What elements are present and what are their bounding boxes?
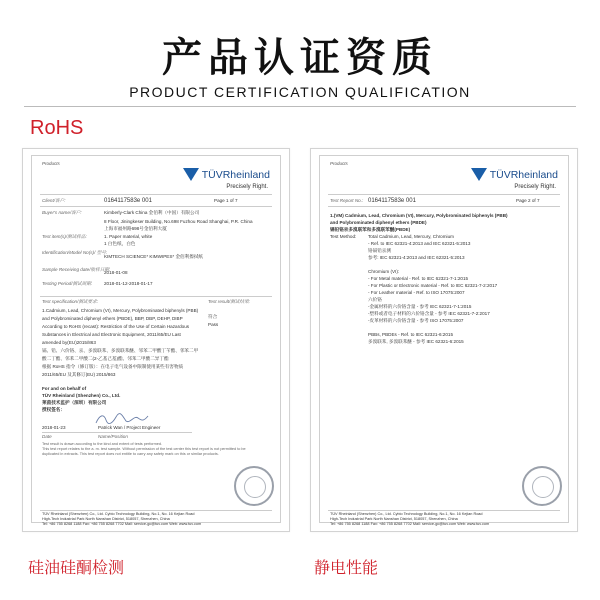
method-line: Chromium (VI): — [368, 269, 400, 274]
tuv-triangle-icon — [183, 168, 199, 181]
spec-line: amended by(EU)2015/863 — [42, 340, 96, 345]
section-heading-cn: 镉铅铬汞多溴联苯和多溴联苯醚(PBDE) — [330, 227, 411, 232]
certificate-page-1 — [22, 148, 290, 532]
tuv-logo — [471, 168, 558, 181]
footnote: duplicated in extracts. This test report does not entitle to carry any safety mark on this or similar products. — [42, 452, 219, 456]
divider — [40, 510, 272, 511]
certificate-page-2 — [310, 148, 578, 532]
brand-tagline: Precisely Right. — [514, 184, 556, 190]
name-position-label: Name/Position — [98, 434, 128, 439]
method-line: - For Leather material - Ref. to ISO 17075:2007 — [368, 290, 465, 295]
method-line: 铬镉铅汞测 — [368, 248, 391, 253]
caption-left: 硅油硅酮检测 — [28, 558, 125, 577]
sample-date-label: Sample Receiving date/收样日期: — [42, 267, 111, 272]
buyer-label: Buyer's name/客户: — [42, 210, 82, 215]
item-label: Test item(s)/测试样品: — [42, 234, 87, 239]
caption-right: 静电性能 — [314, 558, 379, 577]
method-line: 参考: IEC 62321-4:2013 and IEC 62321-5:2013 — [368, 255, 465, 260]
tuv-triangle-icon — [471, 168, 487, 181]
tuv-logo — [183, 168, 270, 181]
identification-value: KIMTECH SCIENCE* KIMWIPES* 金佰利擦拭纸 — [104, 254, 204, 259]
footer-line: High-Tech Industrial Park North Nanshan District, 518057, Shenzhen, China — [330, 517, 458, 521]
section-heading: and Polybrominated diphenyl ethers (PBDE) — [330, 220, 427, 225]
behalf-line: For and on behalf of — [42, 386, 87, 391]
buyer-address: 8 Floor, Jiningkeser Building, No.698 Fuzhou Road Shanghai, P.R. China — [104, 219, 253, 224]
seal-icon — [522, 466, 562, 506]
testing-period-value: 2018-01-12-2018-01-17 — [104, 281, 153, 286]
divider — [40, 206, 272, 207]
spec-line: 酸二丁酯、邻苯二甲酸二(2-乙基己基)酯、邻苯二甲酸二异丁酯 — [42, 356, 169, 361]
result-label: Test result/测试结果: — [208, 299, 250, 304]
spec-line: 2011/65/EU 及其修订(EU) 2015/863 — [42, 372, 116, 377]
page-tag: Products — [42, 161, 60, 166]
page-tag: Products — [330, 161, 348, 166]
signer-name: Patrick Wan / Project Engineer — [98, 425, 161, 430]
seal-icon — [234, 466, 274, 506]
divider — [328, 206, 560, 207]
footer-line: Tel: +86 755 8268 1188 Fax: +86 755 8268 7702 Mail: service-gc@tuv.com Web: www.tuv.com — [42, 522, 202, 526]
footer-line: Tel: +86 755 8268 1188 Fax: +86 755 8268 7702 Mail: service-gc@tuv.com Web: www.tuv.com — [330, 522, 490, 526]
signature — [94, 412, 150, 426]
method-line: -塑料或者电子材料的六价铬含量 - 参考 IEC 62321-7-2:2017 — [368, 311, 490, 316]
spec-line: 1.Cadmium, Lead, Chromium (VI), Mercury, Polybrominated biphenyls (PBB) — [42, 308, 199, 313]
method-line: -皮革材料的六价铬含量 - 参考 ISO 17075:2007 — [368, 318, 464, 323]
client-value: 0164117583e 001 — [104, 198, 152, 204]
brand-tagline: Precisely Right. — [226, 184, 268, 190]
method-line: 多溴联苯, 多溴联苯醚 - 参考 IEC 62321-6:2015 — [368, 339, 464, 344]
spec-label: Test specification/测试要求: — [42, 299, 98, 304]
divider — [328, 194, 560, 195]
item-value-cn: 1 白色纸，白色 — [104, 241, 136, 246]
behalf-line: 莱茵技术监护（深圳）有限公司 — [42, 400, 107, 405]
footnote: This test report relates to the a. m. test sample. Without permission of the test center this test report is not permitted to be — [42, 447, 246, 451]
brand-name: TÜVRheinland — [489, 168, 558, 181]
identification-label: Identification/Model No(s)/ 型号: — [42, 250, 108, 255]
spec-line: 根据 RoHS 指令（修订版）：在电子电气设备中限制使用某些有害物质 — [42, 364, 184, 369]
spec-line: 镉、铅、六价铬、汞、多溴联苯、多溴联苯醚、邻苯二甲酸丁苄酯、邻苯二甲 — [42, 348, 199, 353]
result-value: Pass — [208, 322, 219, 327]
section-heading: 1.(VM) Cadmium, Lead, Chromium (VI), Mercury, Polybrominated biphenyls (PBB) — [330, 213, 508, 218]
spec-line: and Polybrominated diphenyl ethers (PBDE), BBP, DBP, DEHP, DIBP — [42, 316, 183, 321]
client-label: Client/客户: — [42, 198, 66, 203]
page-number: Page 2 of 7 — [516, 198, 540, 203]
testing-period-label: Testing Period/测试周期: — [42, 281, 93, 286]
footer-line: TÜV Rheinland (Shenzhen) Co., Ltd. Cybio Technology Building, No.1, No. 16 Kejian Road — [42, 512, 195, 516]
brand-name: TÜVRheinland — [201, 168, 270, 181]
certificate-frame — [31, 155, 281, 526]
divider — [40, 296, 272, 297]
footer-line: High-Tech Industrial Park North Nanshan District, 518057, Shenzhen, China — [42, 517, 170, 521]
item-value: 1. Paper material, white — [104, 234, 153, 239]
divider — [328, 510, 560, 511]
result-value-cn: 符合 — [208, 314, 218, 319]
certificate-frame — [319, 155, 569, 526]
footer-line: TÜV Rheinland (Shenzhen) Co., Ltd. Cybio Technology Building, No.1, No. 16 Kejian Road — [330, 512, 483, 516]
divider — [42, 432, 192, 433]
sample-date-value: 2018-01-08 — [104, 270, 128, 275]
method-line: - For Plastic or Electronic material - Ref. to IEC 62321-7-2:2017 — [368, 283, 498, 288]
signature-date: 2018-01-23 — [42, 425, 66, 430]
method-line: Total Cadmium, Lead, Mercury, Chromium — [368, 234, 454, 239]
spec-line: Substances in Electrical and Electronic Equipment, 2011/65/EU Last — [42, 332, 181, 337]
page-subtitle: PRODUCT CERTIFICATION QUALIFICATION — [129, 84, 471, 100]
method-line: - Ref. to IEC 62321-4:2013 and IEC 62321-5:2013 — [368, 241, 471, 246]
behalf-line: TÜV Rheinland (Shenzhen) Co., Ltd. — [42, 393, 121, 398]
date-label: Date — [42, 434, 52, 439]
spec-line: According to RoHS (recast): Restriction of the Use of Certain Hazardous — [42, 324, 190, 329]
divider — [24, 106, 576, 107]
divider — [40, 194, 272, 195]
method-line: PBBs, PBDEs - Ref. to IEC 62321-6:2015 — [368, 332, 454, 337]
behalf-line: 授权签名： — [42, 407, 65, 412]
method-label: Test Method: — [330, 234, 357, 239]
buyer-address-cn: 上海市福州路698号金佰利大厦 — [104, 226, 167, 231]
buyer-value: Kimberly-Clark China 金佰利（中国）有限公司 — [104, 210, 200, 215]
report-number-label: Test Report No.: — [330, 198, 364, 203]
method-line: -金属材料的六价铬含量 - 参考 IEC 62321-7-1:2015 — [368, 304, 472, 309]
method-line: - For Metal material - Ref. to IEC 62321-7-1:2015 — [368, 276, 469, 281]
page-title: 产品认证资质 — [162, 35, 438, 81]
footnote: Test result is drawn according to the kind and extent of tests performed. — [42, 442, 163, 446]
section-label: RoHS — [30, 117, 84, 139]
page-number: Page 1 of 7 — [214, 198, 238, 203]
method-line: 六价铬 — [368, 297, 382, 302]
report-number-value: 0164117583e 001 — [368, 198, 416, 204]
